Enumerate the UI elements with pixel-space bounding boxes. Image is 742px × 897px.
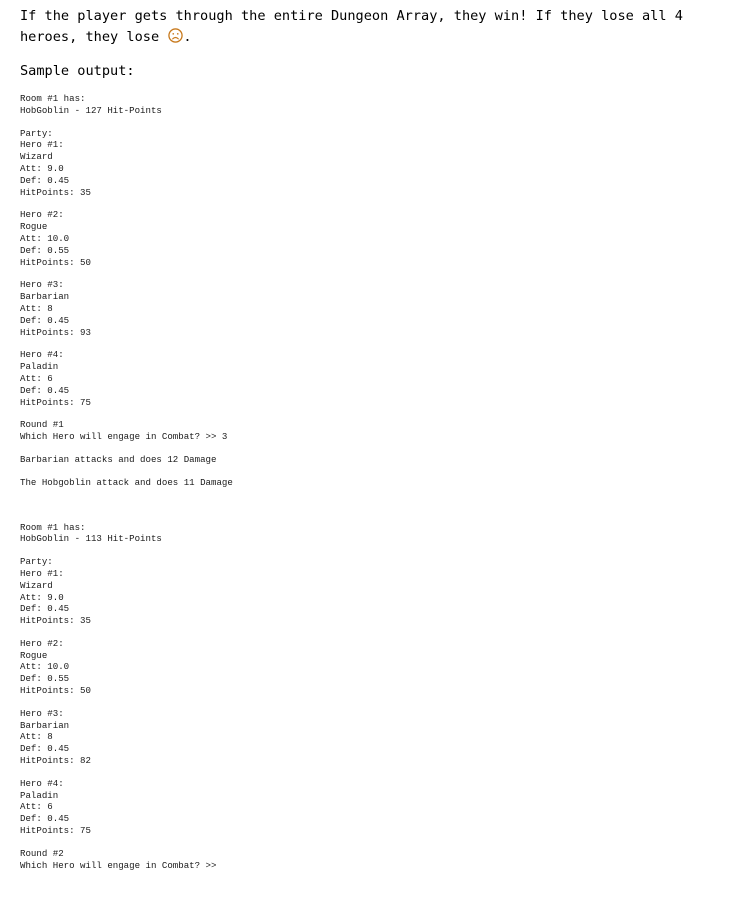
console-line: Hero #3: — [20, 707, 64, 719]
console-line: Hero #4: — [20, 777, 64, 789]
console-line: HitPoints: 50 — [20, 256, 91, 268]
intro-trailing-punct: . — [183, 29, 192, 45]
console-line: HitPoints: 50 — [20, 685, 91, 697]
console-line: Def: 0.45 — [20, 384, 70, 396]
console-line: Rogue — [20, 221, 48, 233]
console-line: Def: 0.55 — [20, 673, 70, 685]
console-line: Att: 8 — [20, 731, 53, 743]
console-line: Att: 6 — [20, 372, 53, 384]
console-line: Barbarian attacks and does 12 Damage — [20, 453, 217, 465]
console-block — [20, 419, 720, 443]
console-block — [20, 522, 720, 546]
console-block — [20, 556, 720, 627]
console-line: Att: 6 — [20, 801, 53, 813]
console-line: HitPoints: 75 — [20, 825, 91, 837]
sad-face-icon — [168, 28, 183, 43]
intro-paragraph — [20, 6, 730, 48]
console-block — [20, 778, 720, 837]
console-line: HobGoblin - 113 Hit-Points — [20, 533, 162, 545]
console-line: Hero #2: — [20, 637, 64, 649]
console-line: Party: — [20, 127, 53, 139]
console-line: Hero #1: — [20, 139, 64, 151]
console-line: HitPoints: 75 — [20, 396, 91, 408]
console-line: HitPoints: 93 — [20, 326, 91, 338]
console-line: Which Hero will engage in Combat? >> — [20, 859, 217, 871]
console-block — [20, 349, 720, 408]
console-block — [20, 708, 720, 767]
console-line: Rogue — [20, 649, 48, 661]
console-line: Hero #1: — [20, 567, 64, 579]
console-block — [20, 454, 720, 466]
console-line: Hero #3: — [20, 279, 64, 291]
console-line: Def: 0.45 — [20, 743, 70, 755]
console-block — [20, 638, 720, 697]
console-line: Barbarian — [20, 291, 70, 303]
console-line: HobGoblin - 127 Hit-Points — [20, 104, 162, 116]
console-line: Att: 9.0 — [20, 162, 64, 174]
console-line: Att: 10.0 — [20, 661, 70, 673]
console-output — [20, 93, 720, 882]
console-line: Round #2 — [20, 847, 64, 859]
console-line: The Hobgoblin attack and does 11 Damage — [20, 476, 233, 488]
console-line: Att: 8 — [20, 302, 53, 314]
console-block — [20, 477, 720, 489]
console-line: Hero #4: — [20, 349, 64, 361]
console-line: Party: — [20, 556, 53, 568]
console-line: Room #1 has: — [20, 521, 86, 533]
console-line: Att: 9.0 — [20, 591, 64, 603]
console-block — [20, 93, 720, 117]
console-line: HitPoints: 35 — [20, 615, 91, 627]
console-line: Barbarian — [20, 719, 70, 731]
sample-output-heading: Sample output: — [20, 63, 135, 79]
console-line: Def: 0.45 — [20, 174, 70, 186]
intro-text: If the player gets through the entire Dungeon Array, they win! If they lose all 4 heroes, they lose — [20, 8, 683, 45]
console-line: Att: 10.0 — [20, 232, 70, 244]
console-line: Wizard — [20, 579, 53, 591]
console-line: Which Hero will engage in Combat? >> 3 — [20, 431, 228, 443]
console-block — [20, 848, 720, 872]
console-line: Hero #2: — [20, 209, 64, 221]
console-line: HitPoints: 35 — [20, 186, 91, 198]
console-line: Def: 0.45 — [20, 603, 70, 615]
console-line: HitPoints: 82 — [20, 755, 91, 767]
console-block — [20, 128, 720, 199]
console-line: Def: 0.55 — [20, 244, 70, 256]
console-line: Room #1 has: — [20, 93, 86, 104]
console-line: Wizard — [20, 151, 53, 163]
console-block — [20, 209, 720, 268]
console-line: Paladin — [20, 361, 59, 373]
console-line: Def: 0.45 — [20, 813, 70, 825]
console-block — [20, 279, 720, 338]
console-line: Def: 0.45 — [20, 314, 70, 326]
console-line: Round #1 — [20, 419, 64, 431]
console-line: Paladin — [20, 789, 59, 801]
